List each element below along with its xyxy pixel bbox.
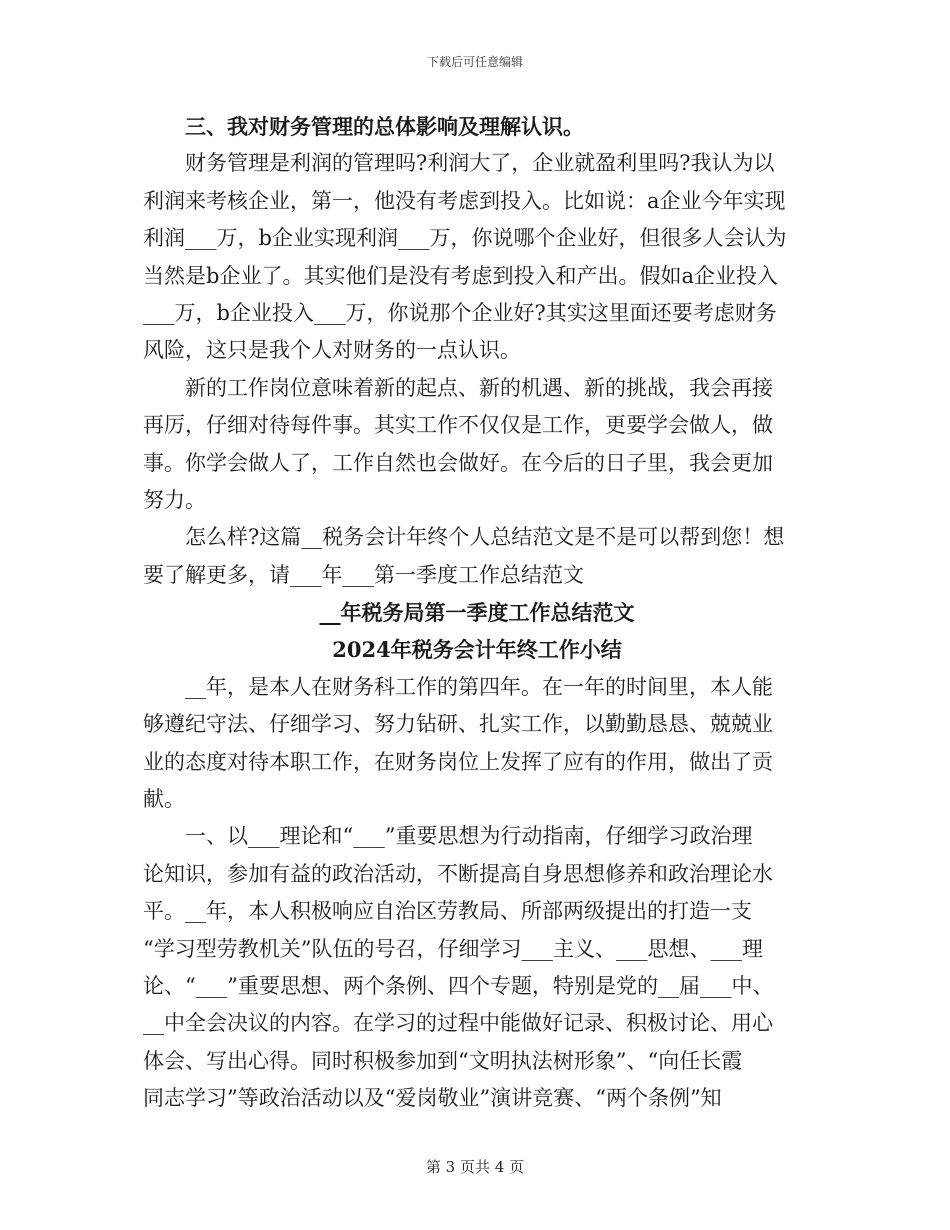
text-line: 利润___万，b企业实现利润___万，你说哪个企业好，但很多人会认为: [143, 226, 787, 251]
paragraph-2: [143, 370, 811, 520]
article-title-1: __年税务局第一季度工作总结范文: [319, 600, 635, 626]
text-line: 利润来考核企业，第一，他没有考虑到投入。比如说：a企业今年实现: [143, 188, 786, 213]
text-line: 风险，这只是我个人对财务的一点认识。: [143, 338, 521, 363]
article-title-2: 2024年税务会计年终工作小结: [332, 637, 622, 663]
text-line: “学习型劳教机关”队伍的号召，仔细学习___主义、___思想、___理: [143, 936, 763, 961]
paragraph-3: [143, 519, 811, 594]
text-line: 要了解更多，请___年___第一季度工作总结范文: [143, 562, 584, 587]
paragraph-1: [143, 145, 811, 369]
text-line: 论知识，参加有益的政治活动，不断提高自身思想修养和政治理论水: [143, 861, 773, 886]
text-line: 够遵纪守法、仔细学习、努力钻研、扎实工作，以勤勤恳恳、兢兢业: [143, 712, 773, 737]
text-line: ___万，b企业投入___万，你说那个企业好?其实这里面还要考虑财务: [143, 300, 777, 325]
page-footer: 第 3 页共 4 页: [425, 1158, 525, 1176]
text-line: 业的态度对待本职工作，在财务岗位上发挥了应有的作用，做出了贡: [143, 749, 773, 774]
text-line: 新的工作岗位意味着新的起点、新的机遇、新的挑战，我会再接: [185, 375, 773, 400]
text-line: 财务管理是利润的管理吗?利润大了，企业就盈利里吗?我认为以: [185, 151, 775, 176]
text-line: 再厉，仔细对待每件事。其实工作不仅仅是工作，更要学会做人，做: [143, 413, 773, 438]
text-line: 怎么样?这篇__税务会计年终个人总结范文是不是可以帮到您！想: [185, 525, 785, 550]
text-line: 论、“___”重要思想、两个条例、四个专题，特别是党的__届___中、: [143, 973, 774, 998]
text-line: 一、以___理论和“___”重要思想为行动指南，仔细学习政治理: [185, 824, 753, 849]
text-line: 事。你学会做人了，工作自然也会做好。在今后的日子里，我会更加: [143, 450, 773, 475]
paragraph-5: [143, 818, 811, 1117]
text-line: 努力。: [143, 487, 206, 512]
page-header: 下载后可任意编辑: [426, 55, 523, 69]
text-line: 体会、写出心得。同时积极参加到“文明执法树形象”、“向任长霞: [143, 1048, 743, 1073]
section-3-heading: 三、我对财务管理的总体影响及理解认识。: [185, 114, 584, 139]
document-body: [143, 108, 811, 1118]
text-line: __中全会决议的内容。在学习的过程中能做好记录、积极讨论、用心: [143, 1011, 773, 1036]
text-line: 同志学习”等政治活动以及“爱岗敬业”演讲竞赛、“两个条例”知: [143, 1086, 722, 1111]
text-line: 献。: [143, 787, 185, 812]
text-line: 平。__年，本人积极响应自治区劳教局、所部两级提出的打造一支: [143, 899, 752, 924]
paragraph-4: [143, 669, 811, 819]
text-line: __年，是本人在财务科工作的第四年。在一年的时间里，本人能: [185, 674, 773, 699]
text-line: 当然是b企业了。其实他们是没有考虑到投入和产出。假如a企业投入: [143, 263, 778, 288]
